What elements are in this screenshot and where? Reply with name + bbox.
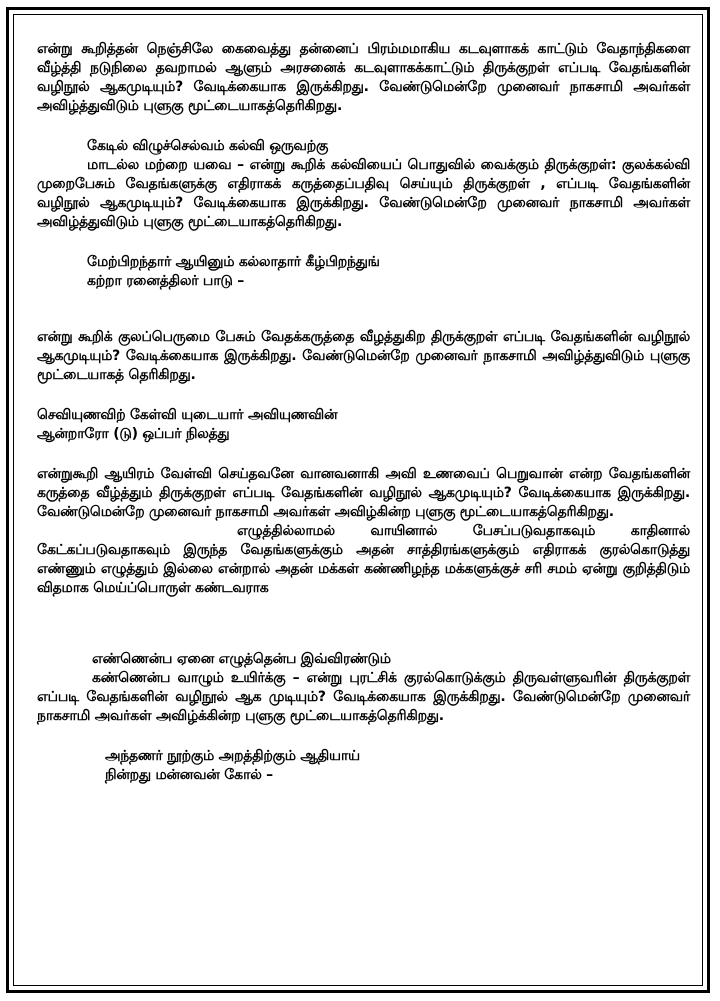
verse-line-2a: மேற்பிறந்தார் ஆயினும் கல்லாதார் கீழ்பிறந்துங் xyxy=(87,254,380,270)
paragraph-1: என்று கூறித்தன் நெஞ்சிலே கைவைத்து தன்னைப் பிரம்மமாகிய கடவுளாகக் காட்டும் வேதாந்திகளை வீழ்த்தி நடுநிலை தவறாமல் ஆளும் அரசனைக் கடவுளாகக்காட்டும் திருக்குறள் எப்படி வேதங்களின் வழிநூல் ஆகமுடியும்? வேடிக்கையாக இருக்கிறது. வேண்டுமென்றே முனைவர் நாகசாமி அவர்கள் அவிழ்த்துவிடும் புளுகு மூட்டையாகத்தெரிகிறது. xyxy=(37,41,690,114)
paragraph-3: என்று கூறிக் குலப்பெருமை பேசும் வேதக்கருத்தை வீழத்துகிற திருக்குறள் எப்படி வேதங்களின் வழிநூல் ஆகமுடியும்? வேடிக்கையாக இருக்கிறது. வேண்டுமென்றே முனைவர் நாகசாமி அவிழ்த்துவிடும் புளுகு மூட்டையாகத் தெரிகிறது. xyxy=(37,329,690,383)
verse-line-5a: அந்தணர் நூற்கும் அறத்திற்கும் ஆதியாய் xyxy=(105,748,360,764)
verse-line-3a: செவியுணவிற் கேள்வி யுடையார் அவியுணவின் xyxy=(37,407,338,423)
document-body xyxy=(37,40,690,785)
paragraph-5: எழுத்தில்லாமல் வாயினால் பேசப்படுவதாகவும் காதினால் கேட்கப்படுவதாகவும் இருந்த வேதங்களுக்கும் அதன் சாத்திரங்களுக்கும் எதிராகக் குரல்கொடுத்து எண்ணும் எழுத்தும் இல்லை என்றால் அதன் மக்கள் கண்ணிழந்த மக்களுக்குச் சரி சமம் ஏன்று குறித்திடும் விதமாக மெய்ப்பொருள் கண்டவராக xyxy=(37,523,690,596)
verse-line-4: எண்ணென்ப ஏனை எழுத்தென்ப இவ்விரண்டும் xyxy=(92,651,391,667)
verse-line-5b: நின்றது மன்னவன் கோல் – xyxy=(105,767,273,783)
verse-line-3b: ஆன்றாரோ (டு) ஒப்பர் நிலத்து xyxy=(37,426,230,442)
verse-line-2b: கற்றா ரனைத்திலர் பாடு – xyxy=(87,273,245,289)
double-border-frame xyxy=(13,14,703,986)
document-page xyxy=(6,7,710,993)
paragraph-2: மாடல்ல மற்றை யவை – என்று கூறிக் கல்வியைப் பொதுவில் வைக்கும் திருக்குறள்: குலக்கல்வி முறைபேசும் வேதங்களுக்கு எதிராகக் கருத்தைப்பதிவு செய்யும் திருக்குறள் , எப்படி வேதங்களின் வழிநூல் ஆகமுடியும்? வேடிக்கையாக இருக்கிறது. வேண்டுமென்றே முனைவர் நாகசாமி அவர்கள் அவிழ்த்துவிடும் புளுகு மூட்டையாகத்தெரிகிறது. xyxy=(37,157,690,230)
paragraph-4: என்றுகூறி ஆயிரம் வேள்வி செய்தவனே வானவனாகி அவி உணவைப் பெறுவான் என்ற வேதங்களின் கருத்தை வீழ்த்தும் திருக்குறள் எப்படி வேதங்களின் வழிநூல் ஆகமுடியும்? வேடிக்கையாக இருக்கிறது. வேண்டுமென்றே முனைவர் நாகசாமி அவர்கள் அவிழ்கின்ற புளுகு மூட்டையாகத்தெரிகிறது. xyxy=(37,466,690,520)
verse-line-1: கேடில் விழுச்செல்வம் கல்வி ஒருவற்கு xyxy=(87,138,329,154)
paragraph-6: கண்ணென்ப வாழும் உயிர்க்கு – என்று புரட்சிக் குரல்கொடுக்கும் திருவள்ளுவரின் திருக்குறள் எப்படி வேதங்களின் வழிநூல் ஆக முடியும்? வேடிக்கையாக இருக்கிறது. வேண்டுமென்றே முனைவர் நாகசாமி அவர்கள் அவிழ்க்கின்ற புளுகு மூட்டையாகத்தெரிகிறது. xyxy=(37,670,690,724)
